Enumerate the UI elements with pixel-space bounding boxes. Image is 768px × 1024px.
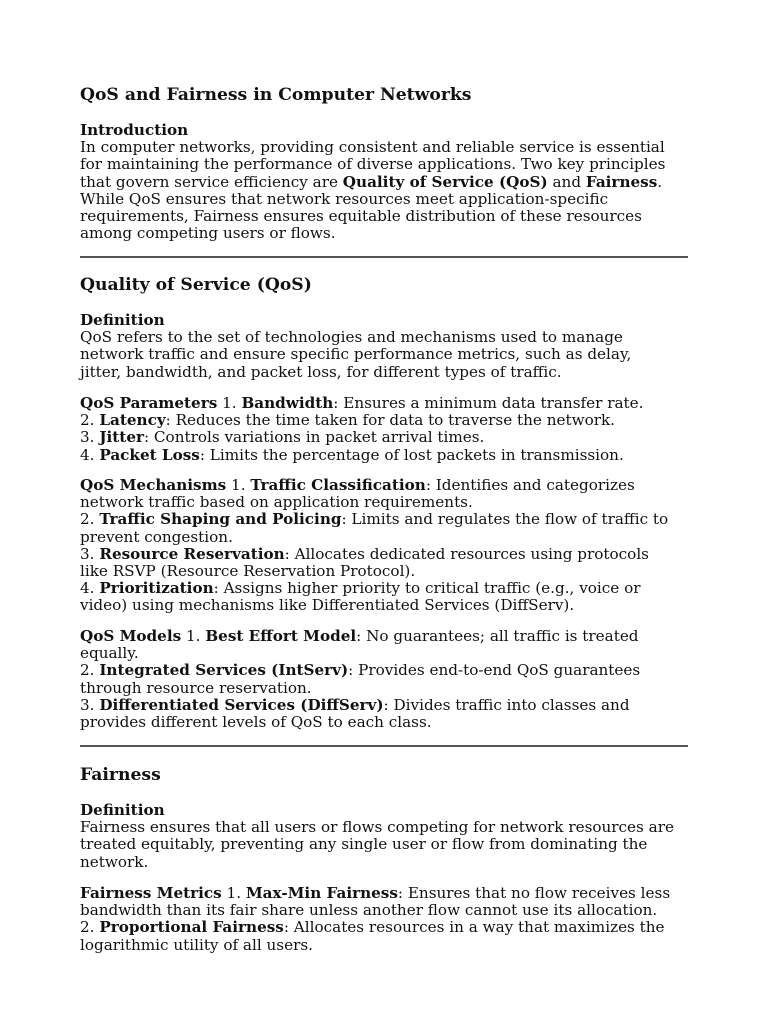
intro-line-3: that govern service efficiency are Quality of Service (QoS) and Fairness. — [80, 172, 663, 191]
list-item-continuation: prevent congestion. — [80, 527, 233, 546]
intro-line-1: In computer networks, providing consistent and reliable service is essential — [80, 138, 665, 157]
list-item: QoS Mechanisms 1. Traffic Classification: Identifies and categorizes — [80, 476, 635, 494]
qos-models-label: QoS Models — [80, 627, 182, 645]
qos-mechanisms — [80, 477, 688, 615]
qos-definition-line-2: network traffic and ensure specific performance metrics, such as delay, — [80, 345, 632, 364]
qos-definition-line-1: QoS refers to the set of technologies and mechanisms used to manage — [80, 328, 623, 347]
qos-parameters-label: QoS Parameters — [80, 394, 218, 412]
fairness-definition — [80, 802, 688, 871]
list-item-continuation: video) using mechanisms like Differentiated Services (DiffServ). — [80, 596, 575, 615]
list-item-continuation: equally. — [80, 644, 139, 663]
list-item-continuation: through resource reservation. — [80, 678, 312, 697]
list-item: 4. Prioritization: Assigns higher priority to critical traffic (e.g., voice or — [80, 579, 641, 598]
fairness-term: Fairness — [585, 172, 658, 191]
list-item-continuation: bandwidth than its fair share unless another flow cannot use its allocation. — [80, 901, 658, 920]
list-item: 4. Packet Loss: Limits the percentage of lost packets in transmission. — [80, 445, 624, 464]
list-item: 3. Jitter: Controls variations in packet arrival times. — [80, 428, 485, 447]
intro-section — [80, 122, 688, 242]
page-title: QoS and Fairness in Computer Networks — [80, 85, 472, 105]
list-item: 3. Resource Reservation: Allocates dedicated resources using protocols — [80, 544, 649, 563]
list-item: 2. Proportional Fairness: Allocates resources in a way that maximizes the — [80, 918, 665, 937]
intro-line-4: While QoS ensures that network resources meet application-specific — [80, 189, 609, 208]
qos-definition-line-3: jitter, bandwidth, and packet loss, for different types of traffic. — [80, 362, 562, 381]
intro-label: Introduction — [80, 121, 189, 139]
fairness-definition-label: Definition — [80, 801, 165, 819]
section-divider — [80, 256, 688, 258]
list-item: 2. Traffic Shaping and Policing: Limits and regulates the flow of traffic to — [80, 510, 669, 529]
list-item: QoS Models 1. Best Effort Model: No guarantees; all traffic is treated — [80, 627, 639, 645]
qos-definition-label: Definition — [80, 311, 165, 329]
list-item: 2. Integrated Services (IntServ): Provides end-to-end QoS guarantees — [80, 661, 641, 680]
list-item: 2. Latency: Reduces the time taken for data to traverse the network. — [80, 411, 616, 430]
list-item: 3. Differentiated Services (DiffServ): Divides traffic into classes and — [80, 695, 630, 714]
list-item: Fairness Metrics 1. Max-Min Fairness: Ensures that no flow receives less — [80, 884, 671, 902]
fairness-definition-line-1: Fairness ensures that all users or flows competing for network resources are — [80, 818, 674, 837]
qos-definition — [80, 312, 688, 381]
list-item: QoS Parameters 1. Bandwidth: Ensures a minimum data transfer rate. — [80, 394, 644, 412]
qos-heading: Quality of Service (QoS) — [80, 275, 312, 295]
intro-line-5: requirements, Fairness ensures equitable distribution of these resources — [80, 207, 642, 226]
intro-line-6: among competing users or flows. — [80, 224, 336, 243]
list-item-continuation: logarithmic utility of all users. — [80, 935, 313, 954]
intro-line-2: for maintaining the performance of diverse applications. Two key principles — [80, 155, 666, 174]
list-item-continuation: network traffic based on application requirements. — [80, 493, 473, 512]
fairness-definition-line-3: network. — [80, 852, 149, 871]
qos-parameters — [80, 395, 688, 464]
qos-term: Quality of Service (QoS) — [342, 172, 548, 191]
fairness-metrics-label: Fairness Metrics — [80, 884, 222, 902]
list-item-continuation: provides different levels of QoS to each class. — [80, 713, 432, 732]
qos-mechanisms-label: QoS Mechanisms — [80, 476, 227, 494]
section-divider — [80, 745, 688, 747]
list-item-continuation: like RSVP (Resource Reservation Protocol). — [80, 562, 416, 581]
qos-models — [80, 628, 688, 731]
fairness-heading: Fairness — [80, 765, 161, 785]
fairness-definition-line-2: treated equitably, preventing any single user or flow from dominating the — [80, 835, 648, 854]
fairness-metrics — [80, 885, 688, 954]
